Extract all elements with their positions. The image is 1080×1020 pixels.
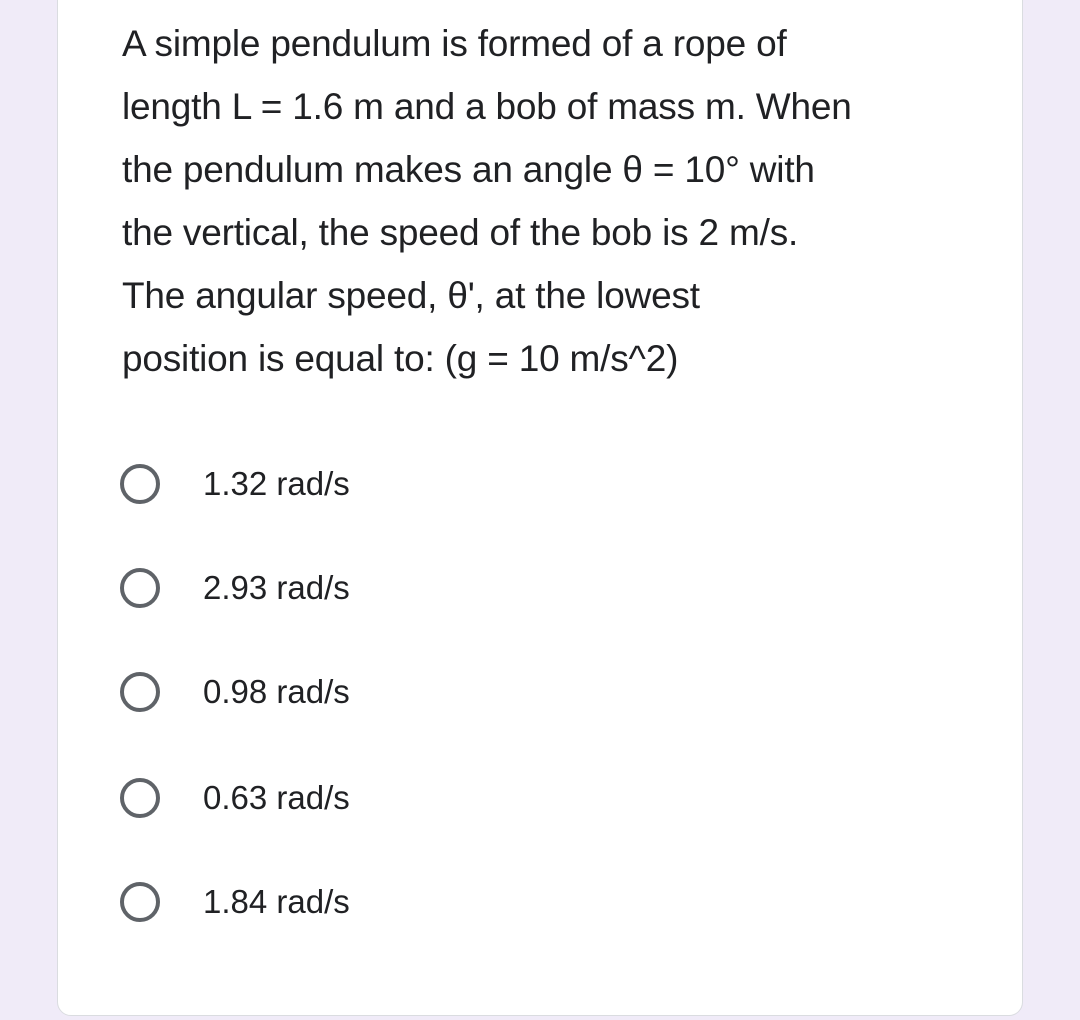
radio-button-icon[interactable]	[120, 568, 160, 608]
question-line: A simple pendulum is formed of a rope of	[122, 23, 787, 64]
option-5[interactable]	[120, 876, 350, 928]
option-1[interactable]	[120, 458, 350, 510]
question-line: The angular speed, θ', at the lowest	[122, 275, 700, 316]
radio-button-icon[interactable]	[120, 882, 160, 922]
option-label: 1.84 rad/s	[203, 883, 350, 920]
question-line: position is equal to: (g = 10 m/s^2)	[122, 338, 679, 379]
radio-button-icon[interactable]	[120, 672, 160, 712]
option-label: 0.98 rad/s	[203, 673, 350, 710]
option-2[interactable]	[120, 562, 350, 614]
question-line: length L = 1.6 m and a bob of mass m. When	[122, 86, 852, 127]
question-line: the pendulum makes an angle θ = 10° with	[122, 149, 815, 190]
option-label: 2.93 rad/s	[203, 569, 350, 606]
option-4[interactable]	[120, 772, 350, 824]
question-line: the vertical, the speed of the bob is 2 m/s.	[122, 212, 799, 253]
option-label: 0.63 rad/s	[203, 779, 350, 816]
option-label: 1.32 rad/s	[203, 465, 350, 502]
option-3[interactable]	[120, 666, 350, 718]
question-text	[122, 12, 982, 390]
radio-button-icon[interactable]	[120, 464, 160, 504]
radio-button-icon[interactable]	[120, 778, 160, 818]
